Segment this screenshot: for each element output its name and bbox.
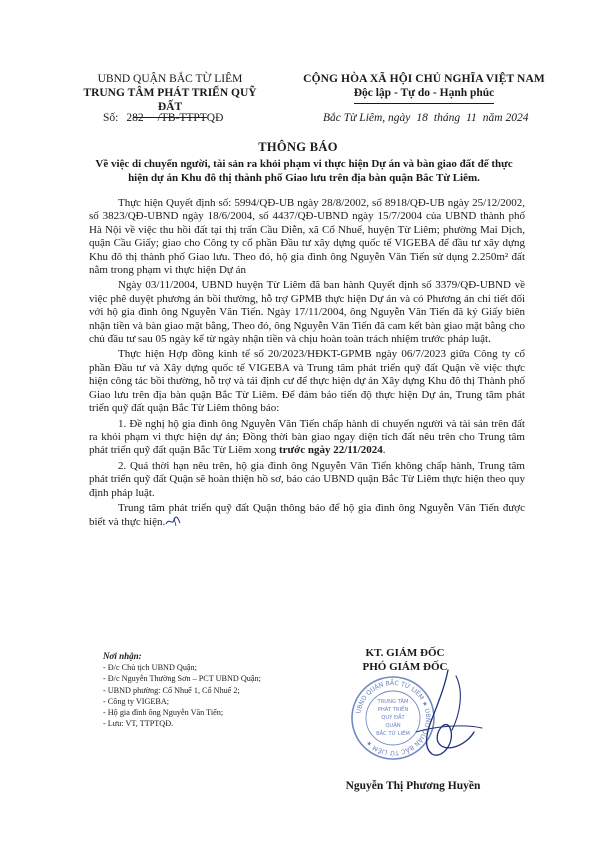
signature-title-line2: PHÓ GIÁM ĐỐC [362,661,448,673]
document-subject: Về việc di chuyển người, tài sản ra khỏi phạm vi thực hiện Dự án và bàn giao đất để thực hiện dự án Khu đô thị thành phố Giao lưu trên địa bàn quận Bắc Từ Liêm. [95,158,513,184]
national-header [288,72,560,104]
request-end: . [382,444,386,457]
recipient-item: - Lưu: VT, TTPTQĐ. [103,719,174,729]
paragraph-decision-reference: Thực hiện Quyết định số: 5994/QĐ-UB ngày 28/8/2002, số 8918/QĐ-UB ngày 25/12/2002, số 3823/QĐ-UBND ngày 18/6/2004, số 4437/QĐ-UBND ngày 15/7/2004 của UBND thành phố Hà Nội về việc thu hồi đất tại thị trấn Cầu Diễn, xã Cổ Nhuế, huyện Từ Liêm; phường Mai Dịch, quận Cầu Giấy; giao cho Công ty cổ phần Đầu tư xây dựng quốc tế VIGEBA để đầu tư xây dựng Khu đô thị thành phố Giao lưu. Theo đó, hộ gia đình ông Nguyễn Văn Tiến sử dụng 2.250m² đất nằm trong phạm vi thực hiện Dự án [89,197,525,277]
document-body [89,197,525,530]
parent-agency: UBND QUẬN BẮC TỪ LIÊM [97,73,243,85]
svg-text:BẮC TỪ LIÊM: BẮC TỪ LIÊM [376,731,410,737]
recipients-list [103,651,313,729]
recipient-item: - Đ/c Nguyễn Thường Sơn – PCT UBND Quận; [103,674,261,684]
svg-text:QUẬN: QUẬN [385,723,401,729]
recipients-heading: Nơi nhận: [103,651,142,661]
doc-number-code: /TB-TTPTQĐ [157,112,224,124]
date-year: 2024 [505,112,529,124]
recipient-item: - Công ty VIGEBA; [103,696,170,706]
doc-number-prefix: Số: [103,112,119,124]
country-name: CỘNG HÒA XÃ HỘI CHỦ NGHĨA VIỆT NAM [303,73,545,85]
svg-text:QUỸ ĐẤT: QUỸ ĐẤT [381,715,405,721]
document-title: THÔNG BÁO [258,140,338,154]
motto-underline [354,103,494,104]
issue-date [323,112,528,124]
date-month: 11 [466,112,477,124]
signer-name: Nguyễn Thị Phương Huyền [345,780,481,792]
signature-title-line1: KT. GIÁM ĐỐC [365,647,445,659]
date-place: Bắc Từ Liêm, ngày [323,112,411,124]
request-deadline: trước ngày 22/11/2024 [278,444,383,457]
document-number [103,112,223,124]
recipient-item: - Hộ gia đình ông Nguyễn Văn Tiến; [103,708,224,718]
paragraph-contract: Thực hiện Hợp đồng kinh tế số 20/2023/HĐKT-GPMB ngày 06/7/2023 giữa Công ty cổ phần Đầu tư và Xây dựng quốc tế VIGEBA và Trung tâm phát triển quỹ đất Quận về việc thực hiện công tác bồi thường, hỗ trợ và tái định cư để thực hiện dự án Xây dựng Khu đô thị Thành phố Giao lưu trên địa bàn quận Bắc Từ Liêm. Để đảm bảo tiến độ thực hiện Dự án, Trung tâm phát triển quỹ đất quận Bắc Từ Liêm thông báo: [89,348,525,415]
paragraph-closing [89,502,525,530]
request-text: 1. Đề nghị hộ gia đình ông Nguyễn Văn Tiến chấp hành di chuyển người và tài sản trên đất ra khỏi phạm vi thực hiện dự án; Đồng thời bàn giao ngay diện tích đất nêu trên cho Trung tâm phát triển quỹ đất quận Bắc Từ Liêm xong [89,417,525,457]
recipient-item: - UBND phường: Cổ Nhuế 1, Cổ Nhuế 2; [103,685,240,695]
doc-number-value: 282 [126,112,144,124]
closing-text: Trung tâm phát triển quỹ đất Quận thông báo để hộ gia đình ông Nguyễn Văn Tiến được biết và thực hiện. [89,501,525,529]
svg-text:TRUNG TÂM: TRUNG TÂM [377,699,409,705]
date-year-word: năm [482,112,503,124]
svg-text:PHÁT TRIỂN: PHÁT TRIỂN [377,707,409,713]
national-motto: Độc lập - Tự do - Hạnh phúc [353,87,495,99]
date-month-word: tháng [433,112,461,124]
recipient-item: - Đ/c Chủ tịch UBND Quận; [103,663,197,673]
paragraph-compensation-history: Ngày 03/11/2004, UBND huyện Từ Liêm đã ban hành Quyết định số 3379/QĐ-UBND về việc phê duyệt phương án bồi thường, hỗ trợ GPMB thực hiện Dự án và có Phương án chi tiết đối với hộ gia đình ông Nguyễn Văn Tiến. Ngày 17/11/2004, ông Nguyễn Văn Tiến đã ký Giấy biên nhận tiền và bàn giao mặt bằng, Theo đó, ông Nguyễn Văn Tiến đã cam kết bàn giao mặt bằng cho chủ đầu tư sau 05 ngày kể từ ngày nhận tiền và chịu hoàn toàn trách nhiệm trước pháp luật. [89,279,525,346]
paragraph-request [89,418,525,458]
date-day: 18 [416,112,428,124]
svg-text:UBND QUẬN BẮC TỪ LIÊM ★ UBND Q: UBND QUẬN BẮC TỪ LIÊM ★ UBND QUẬN BẮC TỪ LIÊM ★ [355,679,432,757]
handwritten-signature [386,662,496,772]
paragraph-consequence: 2. Quá thời hạn nêu trên, hộ gia đình ông Nguyễn Văn Tiến không chấp hành, Trung tâm phát triển quỹ đất Quận sẽ hoàn thiện hồ sơ, báo cáo UBND quận Bắc Từ Liêm thực hiện theo quy định pháp luật. [89,459,525,499]
initial-mark-icon [165,515,181,527]
issuing-unit: TRUNG TÂM PHÁT TRIỂN QUỸ ĐẤT [83,87,257,113]
